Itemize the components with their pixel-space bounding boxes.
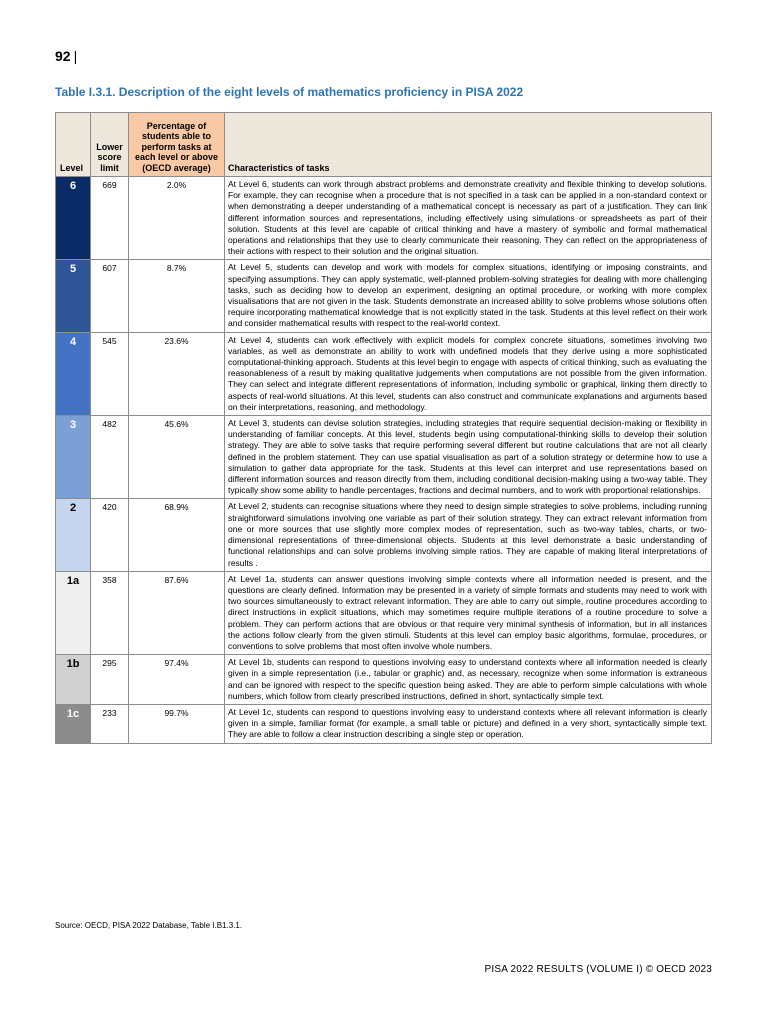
level-cell: 6 [56, 177, 91, 260]
table-title: Table I.3.1. Description of the eight levels of mathematics proficiency in PISA 2022 [55, 85, 524, 99]
score-cell: 669 [91, 177, 129, 260]
percentage-cell: 99.7% [129, 704, 225, 743]
percentage-cell: 68.9% [129, 499, 225, 571]
page-number [55, 48, 77, 64]
score-cell: 607 [91, 260, 129, 332]
level-cell: 4 [56, 332, 91, 415]
table-row [56, 332, 712, 415]
score-cell: 545 [91, 332, 129, 415]
table-row [56, 704, 712, 743]
characteristics-cell: At Level 6, students can work through abstract problems and demonstrate creativity and flexible thinking to develop solutions. For example, they can recognise when a procedure that is not specified in a task can be applied in a non-standard context or when demonstrating a deeper understanding of a mathematical concept is necessary as part of a justification. They can link different information sources and representations, including effectively using simulations or spreadsheets as part of their solution. Students at this level are capable of critical thinking and have a mastery of symbolic and formal mathematical operations and relationships that they use to clearly communicate their reasoning. They can reflect on the appropriateness of their actions with respect to their solution and the original situation. [225, 177, 712, 260]
characteristics-cell: At Level 4, students can work effectively with explicit models for complex concrete situations, sometimes involving two variables, as well as demonstrate an ability to work with undefined models that they derive using a more sophisticated computational-thinking approach. Students at this level begin to engage with aspects of critical thinking, such as evaluating the reasonableness of a result by making qualitative judgements when computations are not possible from the given information. They can select and integrate different representations of information, including symbolic or graphical, linking them directly to aspects of real-world situations. At this level, students can also construct and communicate explanations and arguments based on their interpretations, reasoning, and methodology. [225, 332, 712, 415]
score-cell: 420 [91, 499, 129, 571]
percentage-cell: 2.0% [129, 177, 225, 260]
score-cell: 358 [91, 571, 129, 654]
page-number-separator: | [73, 48, 78, 64]
characteristics-cell: At Level 1c, students can respond to questions involving easy to understand contexts where all relevant information is clearly given in a simple, familiar format (for example, a small table or picture) and defined in a very short, syntactically simple text. They are able to follow a clear instruction describing a single step or operation. [225, 704, 712, 743]
source-note: Source: OECD, PISA 2022 Database, Table I.B1.3.1. [55, 921, 243, 930]
percentage-cell: 8.7% [129, 260, 225, 332]
level-cell: 2 [56, 499, 91, 571]
table-row [56, 499, 712, 571]
score-cell: 233 [91, 704, 129, 743]
page-number-value: 92 [55, 48, 71, 64]
level-cell: 1a [56, 571, 91, 654]
table-row [56, 655, 712, 705]
page-footer: PISA 2022 RESULTS (VOLUME I) © OECD 2023 [484, 964, 712, 975]
table-row [56, 416, 712, 499]
table-row [56, 571, 712, 654]
percentage-cell: 23.6% [129, 332, 225, 415]
level-cell: 1b [56, 655, 91, 705]
percentage-cell: 45.6% [129, 416, 225, 499]
level-cell: 5 [56, 260, 91, 332]
table-row [56, 177, 712, 260]
percentage-cell: 87.6% [129, 571, 225, 654]
characteristics-cell: At Level 2, students can recognise situations where they need to design simple strategies to solve problems, including running straightforward simulations involving one variable as part of their solution strategy. They can extract relevant information from one or more sources that use slightly more complex modes of representation, such as two-way tables, charts, or two-dimensional representations of three-dimensional objects. Students at this level demonstrate a basic understanding of functional relationships and can solve problems involving simple ratios. They are capable of making literal interpretations of results . [225, 499, 712, 571]
header-level: Level [56, 113, 91, 177]
header-percentage: Percentage of students able to perform tasks at each level or above (OECD average) [129, 113, 225, 177]
level-cell: 3 [56, 416, 91, 499]
table-header-row [56, 113, 712, 177]
proficiency-levels-table [55, 112, 712, 744]
header-score: Lower score limit [91, 113, 129, 177]
header-characteristics: Characteristics of tasks [225, 113, 712, 177]
level-cell: 1c [56, 704, 91, 743]
characteristics-cell: At Level 1b, students can respond to questions involving easy to understand contexts where all information needed is clearly given in a simple representation (i.e., tabular or graphic) and, as necessary, recognize when some information is extraneous and can be ignored with respect to the specific question being asked. They are able to perform simple calculations with whole numbers, which follow from clearly prescribed instructions, defined in short, syntactically simple text. [225, 655, 712, 705]
score-cell: 295 [91, 655, 129, 705]
percentage-cell: 97.4% [129, 655, 225, 705]
characteristics-cell: At Level 1a, students can answer questions involving simple contexts where all information needed is present, and the questions are clearly defined. Information may be presented in a variety of simple formats and students may need to work with two sources simultaneously to extract relevant information. They are able to carry out simple, routine procedures according to direct instructions in explicit situations, which may sometimes require multiple iterations of a routine procedure to solve a problem. They can perform actions that are obvious or that require very minimal synthesis of information, but in all instances the actions follow clearly from the given stimuli. Students at this level can employ basic algorithms, formulae, procedures, or conventions to solve problems that most often involve whole numbers. [225, 571, 712, 654]
characteristics-cell: At Level 5, students can develop and work with models for complex situations, identifying or imposing constraints, and specifying assumptions. They can apply systematic, well-planned problem-solving strategies for dealing with more challenging tasks, such as deciding how to develop an experiment, designing an optimal procedure, or working with more complex visualisations that are not given in the task. Students demonstrate an increased ability to solve problems whose solutions often require incorporating mathematical knowledge that is not explicitly stated in the task. Students at this level reflect on their work and consider mathematical results with respect to the real-world context. [225, 260, 712, 332]
score-cell: 482 [91, 416, 129, 499]
table-row [56, 260, 712, 332]
characteristics-cell: At Level 3, students can devise solution strategies, including strategies that require sequential decision-making or flexibility in understanding of familiar concepts. At this level, students begin using computational-thinking skills to develop their solution strategy. They are able to solve tasks that require performing several different but routine calculations that are not all clearly defined in the problem statement. They can use spatial visualisation as part of a solution strategy or determine how to use a simulation to gather data appropriate for the task. Students at this level can interpret and use representations based on different information sources and reason directly from them, including conditional decision-making using a two-way table. They typically show some ability to handle percentages, fractions and decimal numbers, and to work with proportional relationships. [225, 416, 712, 499]
